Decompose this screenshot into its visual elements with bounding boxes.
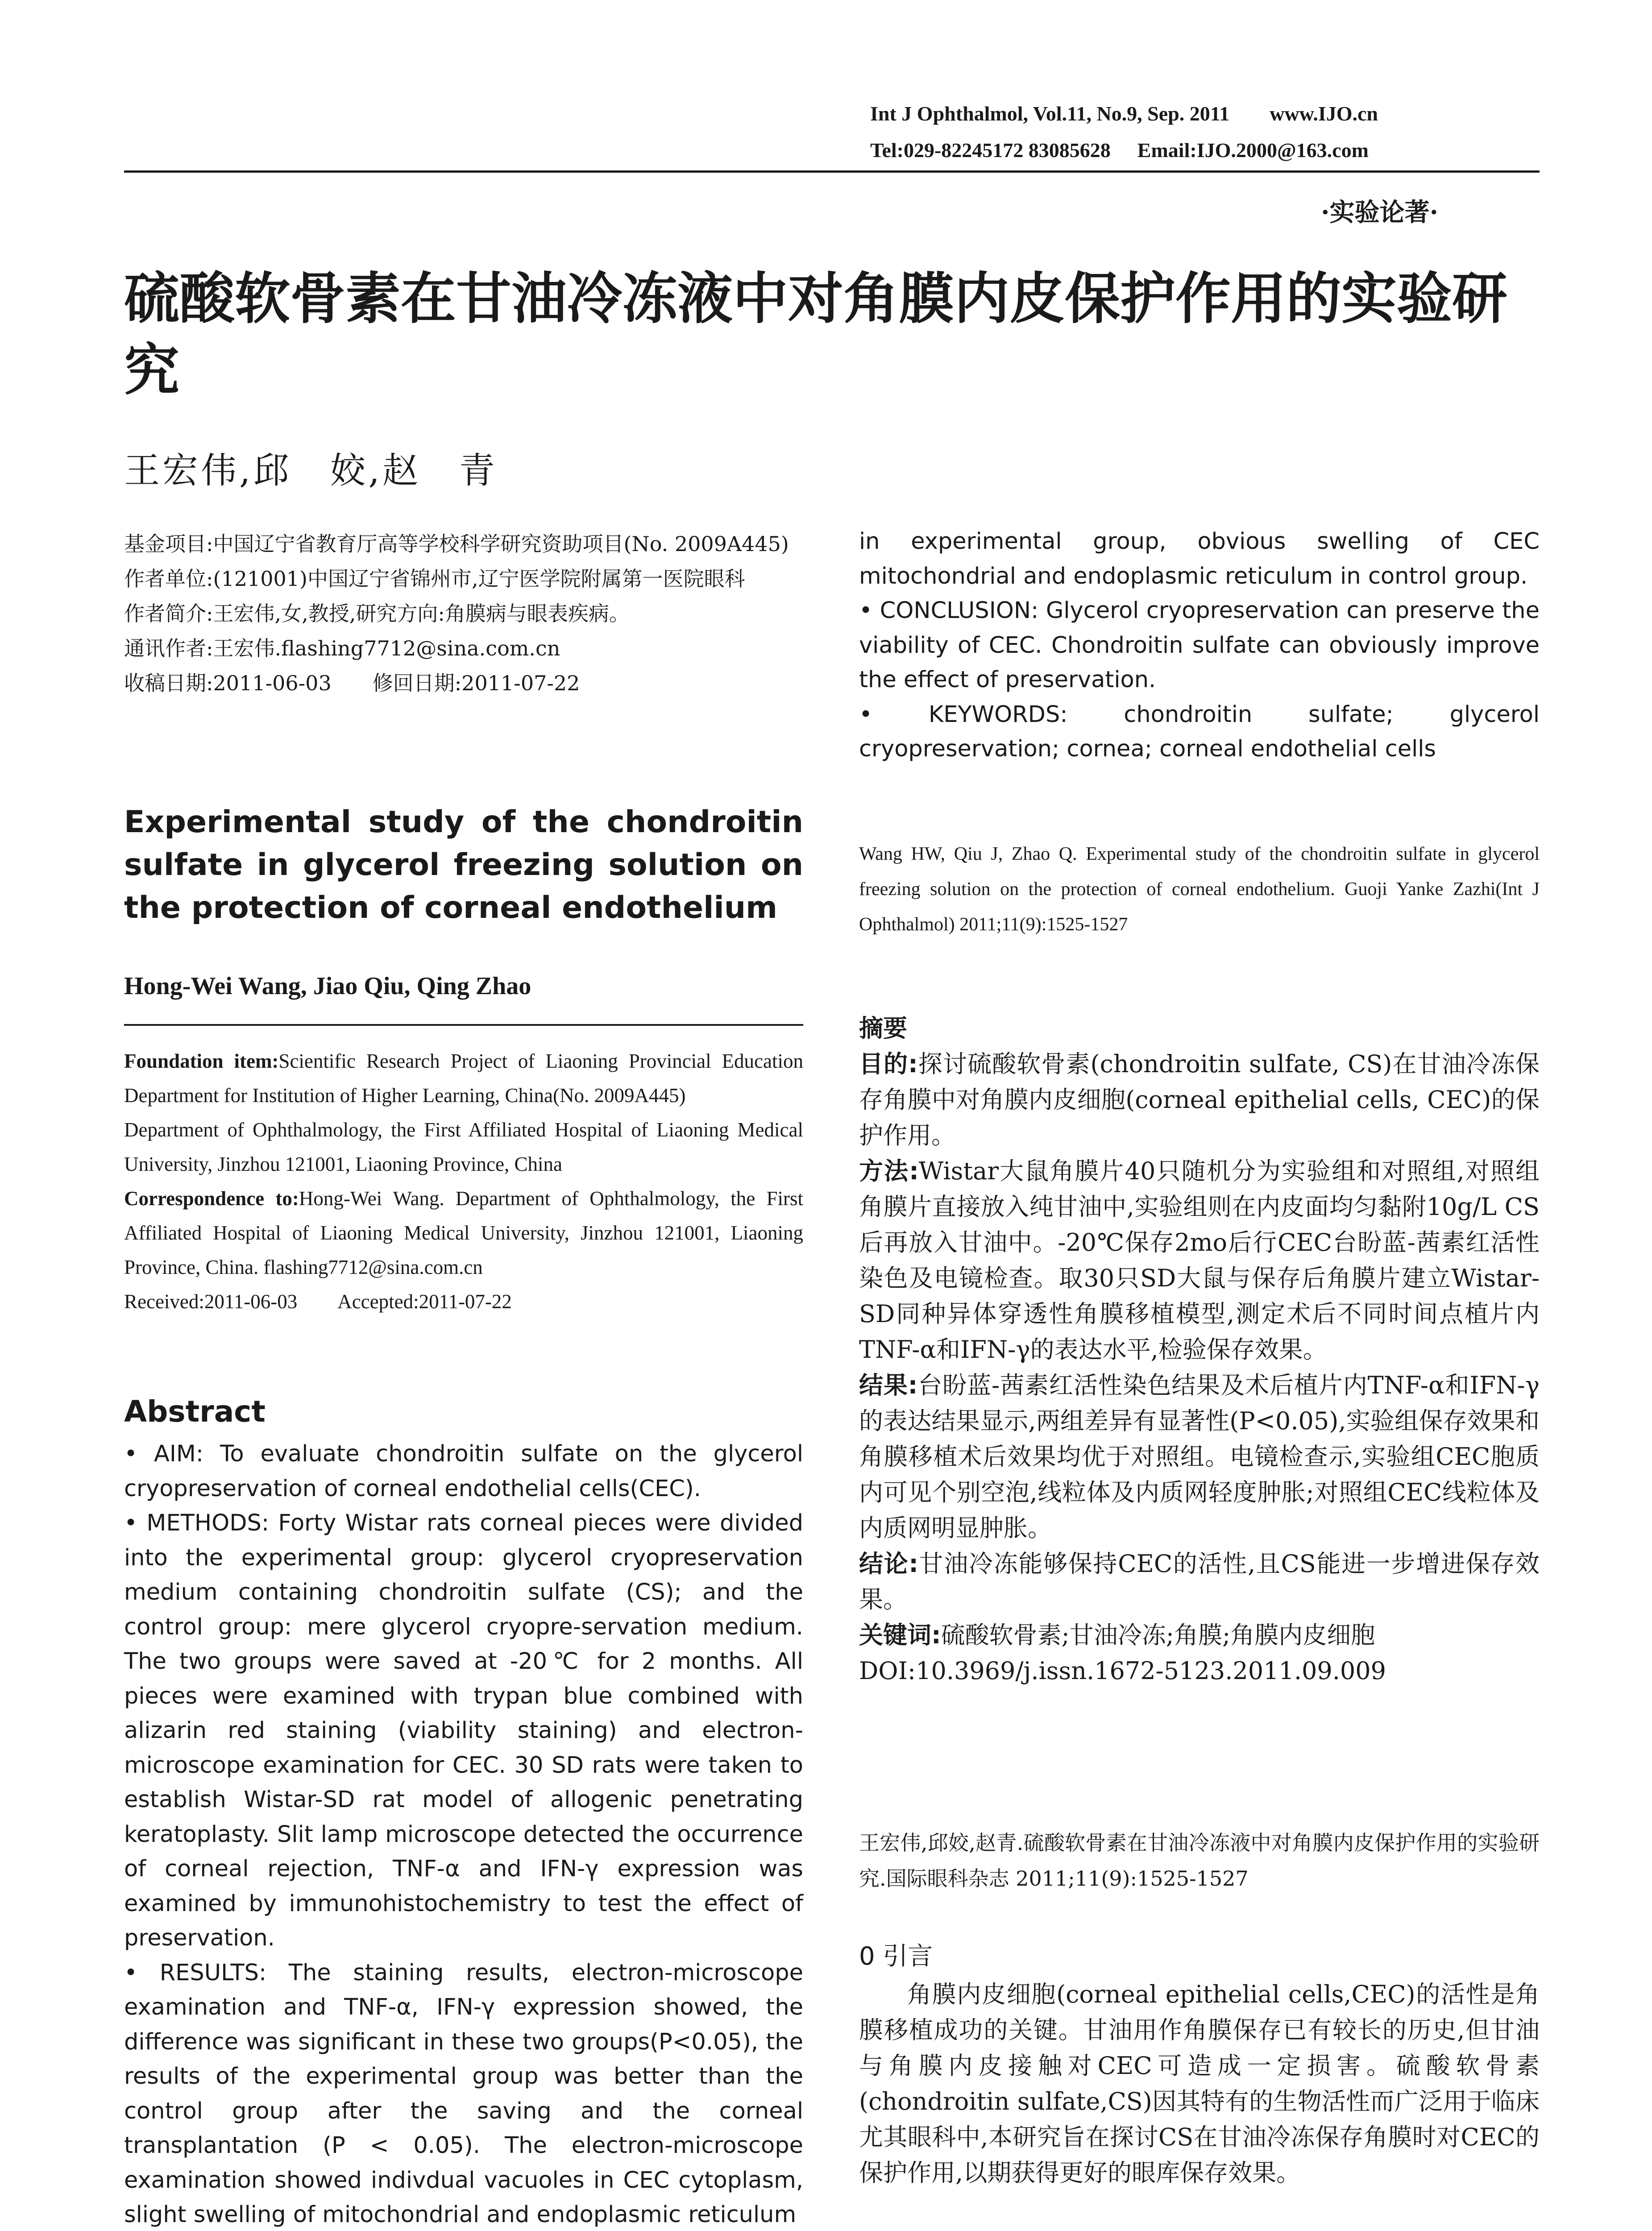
abstract-zh-keywords <box>859 1617 1540 1653</box>
aim-text-zh: 探讨硫酸软骨素(chondroitin sulfate, CS)在甘油冷冻保存角膜中对角膜内皮细胞(corneal epithelial cells, CEC)的保护作用。 <box>859 1050 1540 1149</box>
meta-en-block <box>124 1044 803 1319</box>
journal-tel: Tel:029-82245172 83085628 <box>870 139 1111 162</box>
meta-en-correspondence <box>124 1182 803 1285</box>
abstract-zh-body <box>859 1046 1540 1689</box>
intro-body: 角膜内皮细胞(corneal epithelial cells,CEC)的活性是角膜移植成功的关键。甘油用作角膜保存已有较长的历史,但甘油与角膜内皮接触对CEC可造成一定损害。硫酸软骨素(chondroitin sulfate,CS)因其特有的生物活性而广泛用于临床尤其眼科中,本研究旨在探讨CS在甘油冷冻保存角膜时对CEC的保护作用,以期获得更好的眼库保存效果。 <box>859 1980 1540 2187</box>
abstract-zh-methods <box>859 1153 1540 1368</box>
journal-header-line2 <box>870 138 1369 162</box>
abstract-en-right <box>859 524 1540 767</box>
doi: DOI:10.3969/j.issn.1672-5123.2011.09.009 <box>859 1657 1386 1685</box>
meta-zh-correspondence: 通讯作者:王宏伟.flashing7712@sina.com.cn <box>124 636 560 660</box>
foundation-text: Scientific Research Project of Liaoning Provincial Education Department for Institution of Higher Learning, China(No. 2009A445) <box>124 1050 803 1107</box>
correspondence-text: Hong-Wei Wang. Department of Ophthalmology, the First Affiliated Hospital of Liaoning Medical University, Jinzhou 121001, Liaoning Province, China. flashing7712@sina.com.cn <box>124 1187 803 1278</box>
keywords-text-zh: 硫酸软骨素;甘油冷冻;角膜;角膜内皮细胞 <box>941 1621 1375 1649</box>
methods-text-zh: Wistar大鼠角膜片40只随机分为实验组和对照组,对照组角膜片直接放入纯甘油中,实验组则在内皮面均匀黏附10g/L CS后再放入甘油中。-20℃保存2mo后行CEC台盼蓝-茜素红活性染色及电镜检查。取30只SD大鼠与保存后角膜片建立Wistar-SD同种异体穿透性角膜移植模型,测定术后不同时间点植片内TNF-α和IFN-γ的表达水平,检验保存效果。 <box>859 1157 1540 1364</box>
abstract-aim: • AIM: To evaluate chondroitin sulfate on the glycerol cryopreservation of corneal endothelial cells(CEC). <box>124 1441 803 1502</box>
abstract-zh-heading: 摘要 <box>859 1014 907 1042</box>
section-tag: ·实验论著· <box>1321 198 1438 227</box>
left-column-rule <box>124 1024 803 1026</box>
citation-zh: 王宏伟,邱姣,赵青.硫酸软骨素在甘油冷冻液中对角膜内皮保护作用的实验研究.国际眼科杂志 2011;11(9):1525-1527 <box>859 1831 1540 1891</box>
journal-citation: Int J Ophthalmol, Vol.11, No.9, Sep. 2011 <box>870 102 1230 125</box>
abstract-zh-aim <box>859 1046 1540 1153</box>
authors-zh: 王宏伟,邱 姣,赵 青 <box>124 450 498 491</box>
meta-en-foundation <box>124 1044 803 1113</box>
results-label-zh: 结果: <box>859 1371 918 1399</box>
abstract-keywords: • KEYWORDS: chondroitin sulfate; glycerol cryopreservation; cornea; corneal endothelial cells <box>859 701 1540 762</box>
header-rule <box>124 170 1540 173</box>
abstract-en-left <box>124 1437 803 2231</box>
meta-zh-foundation: 基金项目:中国辽宁省教育厅高等学校科学研究资助项目(No. 2009A445) <box>124 532 789 556</box>
title-en: Experimental study of the chondroitin sulfate in glycerol freezing solution on the protection of corneal endothelium <box>124 804 803 925</box>
journal-url[interactable]: www.IJO.cn <box>1270 102 1378 125</box>
abstract-methods: • METHODS: Forty Wistar rats corneal pieces were divided into the experimental group: glycerol cryopreservation medium containing chondroitin sulfate (CS); and the control group: mere glycerol cryopre-servation medium. The two groups were saved at -20℃ for 2 months. All pieces were examined with trypan blue combined with alizarin red staining (viability staining) and electron-microscope examination for CEC. 30 SD rats were taken to establish Wistar-SD rat model of allogenic penetrating keratoplasty. Slit lamp microscope detected the occurrence of corneal rejection, TNF-α and IFN-γ expression was examined by immunohistochemistry to test the effect of preservation. <box>124 1510 803 1951</box>
intro-heading: 0 引言 <box>859 1942 933 1971</box>
aim-label-zh: 目的: <box>859 1050 918 1078</box>
abstract-heading: Abstract <box>124 1394 266 1429</box>
abstract-zh-conclusion <box>859 1546 1540 1617</box>
keywords-label-zh: 关键词: <box>859 1621 941 1649</box>
meta-zh-affiliation: 作者单位:(121001)中国辽宁省锦州市,辽宁医学院附属第一医院眼科 <box>124 567 745 591</box>
abstract-zh-results <box>859 1368 1540 1546</box>
abstract-conclusion: • CONCLUSION: Glycerol cryopreservation can preserve the viability of CEC. Chondroitin sulfate can obviously improve the effect of preservation. <box>859 597 1540 693</box>
foundation-label: Foundation item: <box>124 1050 279 1072</box>
meta-zh-bio: 作者简介:王宏伟,女,教授,研究方向:角膜病与眼表疾病。 <box>124 601 630 626</box>
correspondence-label: Correspondence to: <box>124 1187 299 1210</box>
authors-en: Hong-Wei Wang, Jiao Qiu, Qing Zhao <box>124 972 531 1000</box>
meta-en-department: Department of Ophthalmology, the First Affiliated Hospital of Liaoning Medical University, Jinzhou 121001, Liaoning Province, China <box>124 1119 803 1175</box>
abstract-results: • RESULTS: The staining results, electron-microscope examination and TNF-α, IFN-γ expression showed, the difference was significant in these two groups(P<0.05), the results of the experimental group was better than the control group after the saving and the corneal transplantation (P < 0.05). The electron-microscope examination showed indivdual vacuoles in CEC cytoplasm, slight swelling of mitochondrial and endoplasmic reticulum <box>124 1959 803 2228</box>
citation-en: Wang HW, Qiu J, Zhao Q. Experimental study of the chondroitin sulfate in glycerol freezing solution on the protection of corneal endothelium. Guoji Yanke Zazhi(Int J Ophthalmol) 2011;11(9):1525-1527 <box>859 844 1540 935</box>
meta-zh-dates: 收稿日期:2011-06-03 修回日期:2011-07-22 <box>124 671 580 695</box>
abstract-results-cont: in experimental group, obvious swelling of CEC mitochondrial and endoplasmic reticulum in control group. <box>859 528 1540 589</box>
conclusion-label-zh: 结论: <box>859 1550 918 1578</box>
journal-header-line1 <box>870 102 1378 125</box>
title-zh: 硫酸软骨素在甘油冷冻液中对角膜内皮保护作用的实验研究 <box>124 267 1508 402</box>
methods-label-zh: 方法: <box>859 1157 919 1185</box>
journal-email[interactable]: Email:IJO.2000@163.com <box>1137 139 1369 162</box>
meta-en-dates: Received:2011-06-03 Accepted:2011-07-22 <box>124 1290 512 1313</box>
conclusion-text-zh: 甘油冷冻能够保持CEC的活性,且CS能进一步增进保存效果。 <box>859 1550 1540 1613</box>
meta-zh-block <box>124 527 803 701</box>
results-text-zh: 台盼蓝-茜素红活性染色结果及术后植片内TNF-α和IFN-γ的表达结果显示,两组差异有显著性(P<0.05),实验组保存效果和角膜移植术后效果均优于对照组。电镜检查示,实验组CEC胞质内可见个别空泡,线粒体及内质网轻度肿胀;对照组CEC线粒体及内质网明显肿胀。 <box>859 1371 1540 1542</box>
